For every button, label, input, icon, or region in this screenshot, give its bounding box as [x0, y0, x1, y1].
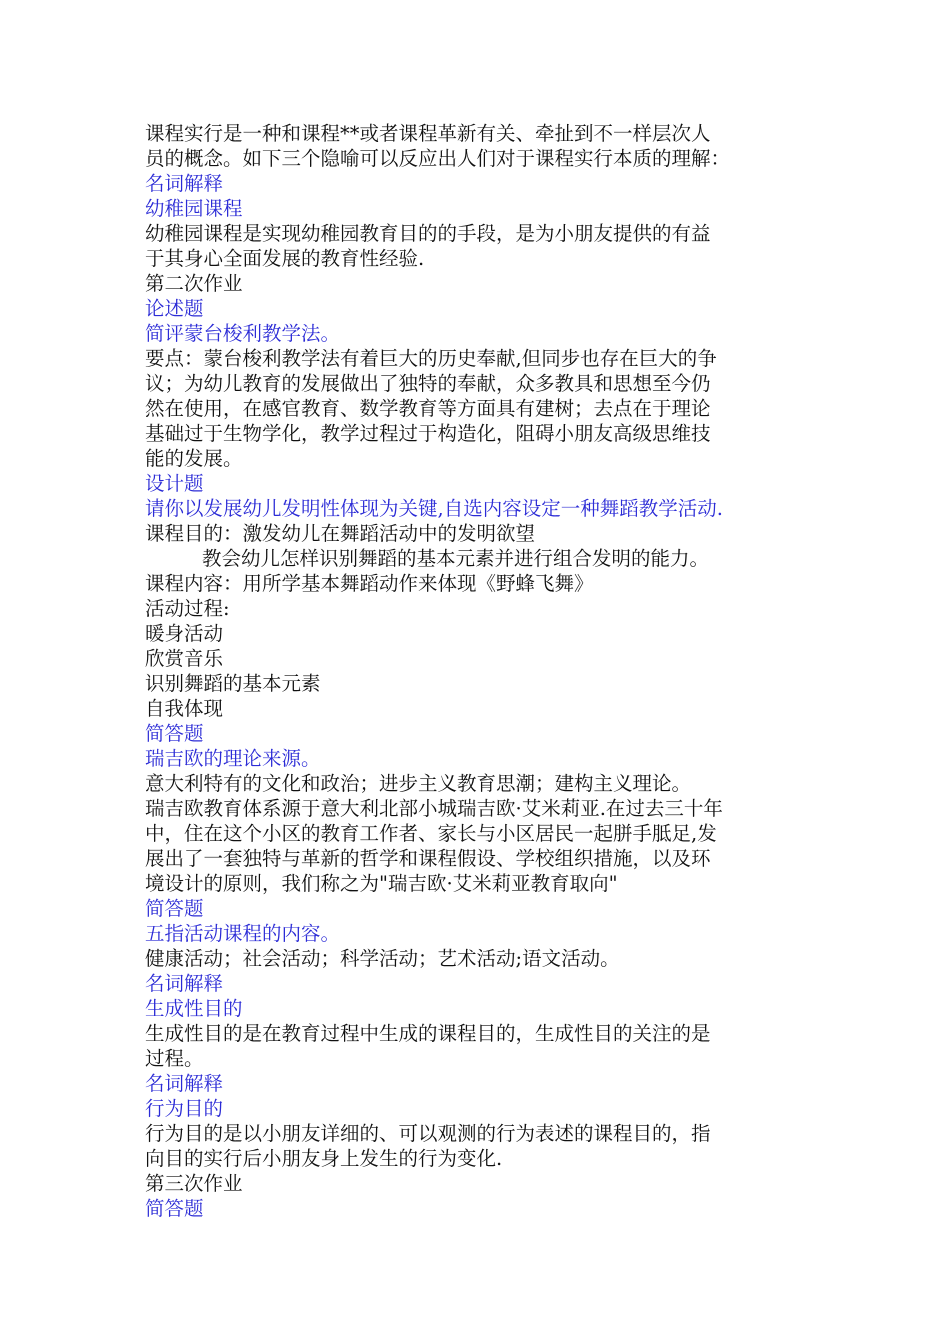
text-line: 瑞吉欧教育体系源于意大利北部小城瑞吉欧·艾米莉亚.在过去三十年 — [145, 797, 723, 820]
heading-line: 名词解释 — [145, 972, 224, 995]
text-line: 然在使用，在感官教育、数学教育等方面具有建树；去点在于理论 — [145, 397, 711, 420]
text-line: 于其身心全面发展的教育性经验. — [145, 247, 425, 270]
heading-line: 简答题 — [145, 1197, 204, 1220]
text-line: 课程实行是一种和课程**或者课程革新有关、牵扯到不一样层次人 — [145, 122, 711, 145]
text-line: 展出了一套独特与革新的哲学和课程假设、学校组织措施，以及环 — [145, 847, 711, 870]
text-line: 中，住在这个小区的教育工作者、家长与小区居民一起胼手胝足,发 — [145, 822, 717, 845]
heading-line: 行为目的 — [145, 1097, 224, 1120]
heading-line: 请你以发展幼儿发明性体现为关键,自选内容设定一种舞蹈教学活动. — [145, 497, 723, 520]
text-line: 自我体现 — [145, 697, 224, 720]
heading-line: 简答题 — [145, 722, 204, 745]
text-line: 要点：蒙台梭利教学法有着巨大的历史奉献,但同步也存在巨大的争 — [145, 347, 717, 370]
text-line: 行为目的是以小朋友详细的、可以观测的行为表述的课程目的，指 — [145, 1122, 711, 1145]
text-line: 意大利特有的文化和政治；进步主义教育思潮；建构主义理论。 — [145, 772, 692, 795]
text-line: 教会幼儿怎样识别舞蹈的基本元素并进行组合发明的能力。 — [202, 547, 710, 570]
heading-line: 论述题 — [145, 297, 204, 320]
document-body — [145, 121, 807, 1221]
text-line: 境设计的原则，我们称之为"瑞吉欧·艾米莉亚教育取向" — [145, 872, 618, 895]
text-line: 议；为幼儿教育的发展做出了独特的奉献，众多教具和思想至今仍 — [145, 372, 711, 395]
heading-line: 名词解释 — [145, 1072, 224, 1095]
text-line: 欣赏音乐 — [145, 647, 224, 670]
text-line: 过程。 — [145, 1047, 204, 1070]
heading-line: 名词解释 — [145, 172, 224, 195]
text-line: 第二次作业 — [145, 272, 243, 295]
heading-line: 简答题 — [145, 897, 204, 920]
heading-line: 生成性目的 — [145, 997, 243, 1020]
text-line: 生成性目的是在教育过程中生成的课程目的，生成性目的关注的是 — [145, 1022, 711, 1045]
text-line: 课程目的：激发幼儿在舞蹈活动中的发明欲望 — [145, 522, 536, 545]
text-line: 能的发展。 — [145, 447, 243, 470]
text-line: 健康活动；社会活动；科学活动；艺术活动;语文活动。 — [145, 947, 620, 970]
text-line: 暖身活动 — [145, 622, 224, 645]
text-line: 第三次作业 — [145, 1172, 243, 1195]
heading-line: 瑞吉欧的理论来源。 — [145, 747, 321, 770]
text-line: 基础过于生物学化，教学过程过于构造化，阻碍小朋友高级思维技 — [145, 422, 711, 445]
text-line: 向目的实行后小朋友身上发生的行为变化. — [145, 1147, 503, 1170]
heading-line: 设计题 — [145, 472, 204, 495]
text-line: 幼稚园课程是实现幼稚园教育目的的手段，是为小朋友提供的有益 — [145, 222, 711, 245]
text-line: 识别舞蹈的基本元素 — [145, 672, 321, 695]
heading-line: 幼稚园课程 — [145, 197, 243, 220]
text-line: 员的概念。如下三个隐喻可以反应出人们对于课程实行本质的理解： — [145, 147, 731, 170]
heading-line: 简评蒙台梭利教学法。 — [145, 322, 341, 345]
text-line: 活动过程: — [145, 597, 230, 620]
heading-line: 五指活动课程的内容。 — [145, 922, 341, 945]
text-line: 课程内容：用所学基本舞蹈动作来体现《野蜂飞舞》 — [145, 572, 594, 595]
